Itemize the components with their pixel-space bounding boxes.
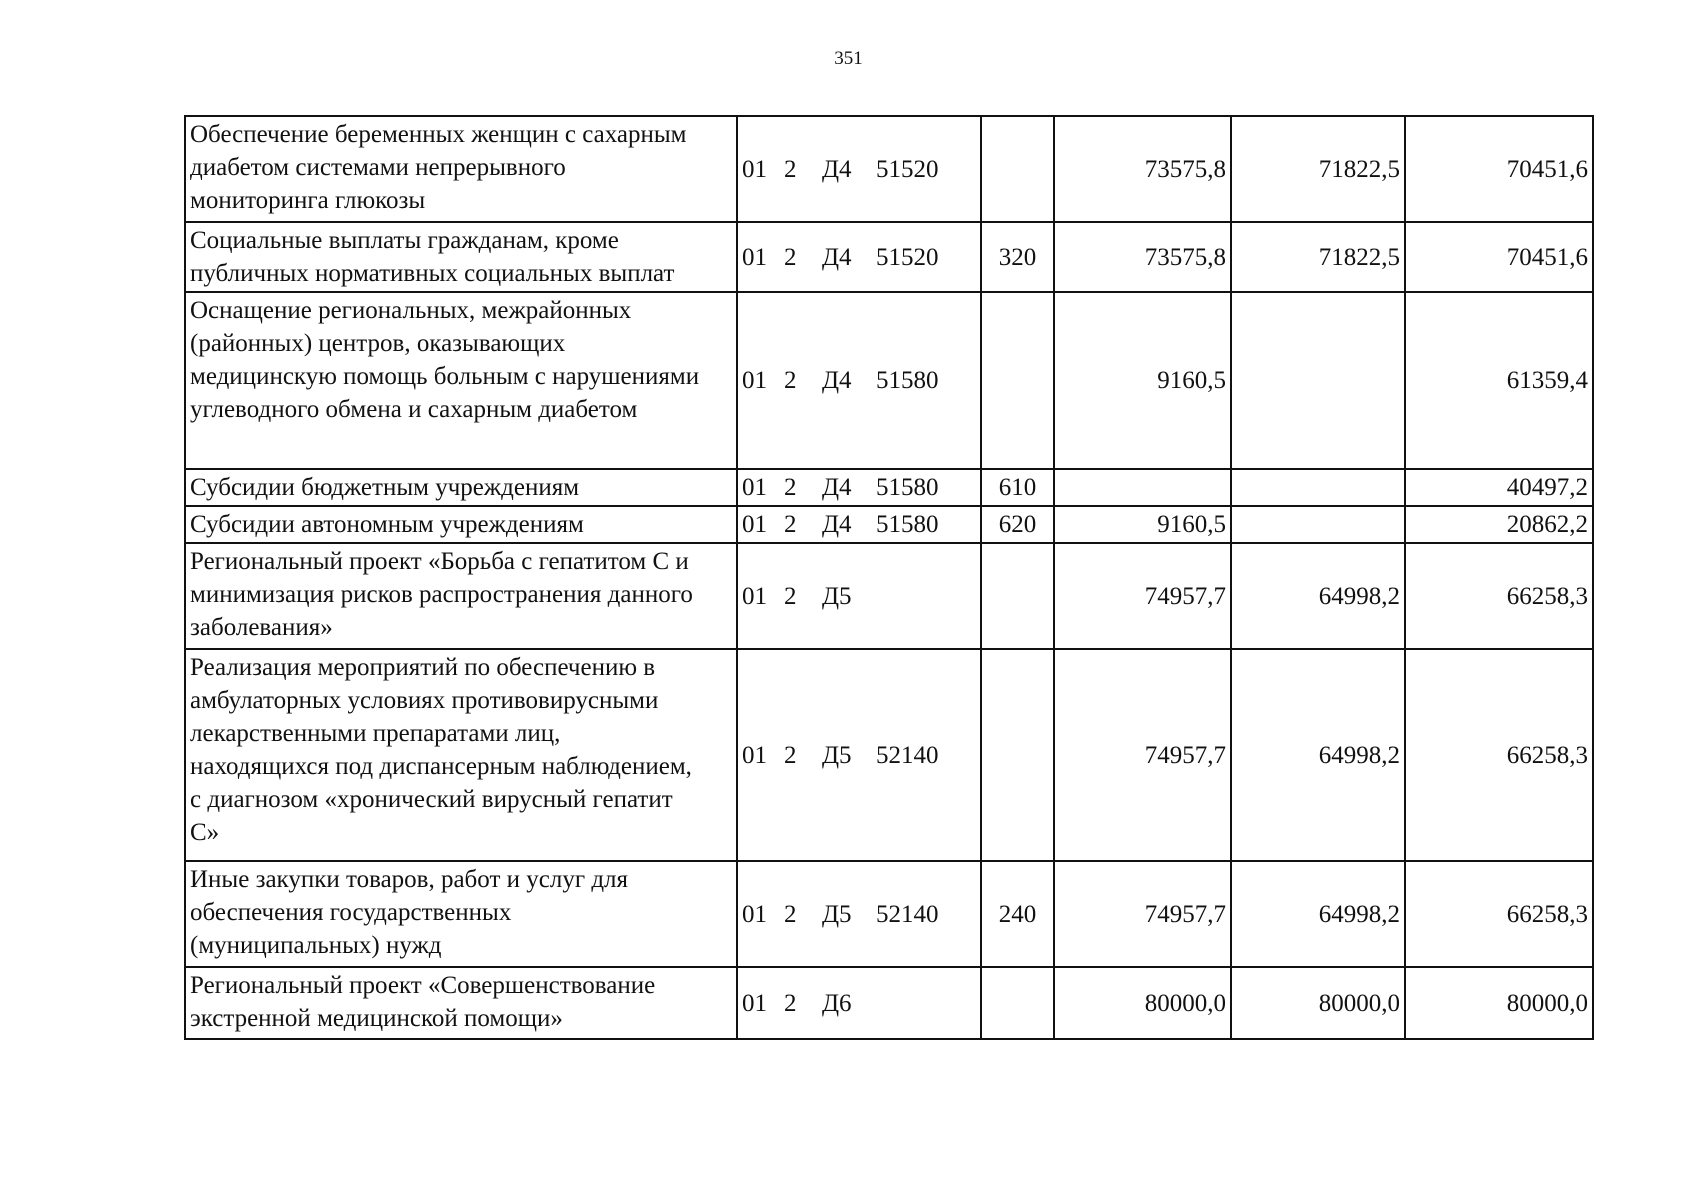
project-code: Д5 — [822, 582, 852, 610]
direction-code: 51580 — [876, 474, 939, 501]
table-row — [185, 469, 1593, 506]
table-row — [185, 543, 1593, 649]
code-cell — [737, 649, 981, 861]
project-code: Д4 — [822, 367, 852, 394]
subprogram-code: 2 — [784, 367, 797, 394]
amount-year2-cell: 64998,2 — [1231, 649, 1405, 861]
expense-type-cell — [981, 967, 1054, 1039]
code-cell — [737, 116, 981, 222]
amount-year1-cell: 74957,7 — [1054, 649, 1231, 861]
expense-type-cell: 610 — [981, 469, 1054, 506]
project-code: Д6 — [822, 989, 852, 1017]
subprogram-code: 2 — [784, 155, 797, 183]
amount-year2-cell — [1231, 292, 1405, 469]
project-code: Д4 — [822, 243, 852, 271]
subprogram-code: 2 — [784, 900, 797, 928]
code-cell — [737, 469, 981, 506]
table-row — [185, 506, 1593, 543]
amount-year3-cell: 70451,6 — [1405, 222, 1593, 292]
table-row — [185, 292, 1593, 469]
project-code: Д4 — [822, 474, 852, 501]
amount-year1-cell: 9160,5 — [1054, 292, 1231, 469]
program-code: 01 — [742, 582, 767, 610]
program-code: 01 — [742, 900, 767, 928]
program-code: 01 — [742, 474, 767, 501]
amount-year3-cell: 66258,3 — [1405, 649, 1593, 861]
table-row — [185, 861, 1593, 967]
row-name-cell: Иные закупки товаров, работ и услуг для обеспечения государственных (муниципальных) нужд — [185, 861, 737, 967]
amount-year1-cell: 80000,0 — [1054, 967, 1231, 1039]
code-cell — [737, 543, 981, 649]
amount-year3-cell: 66258,3 — [1405, 543, 1593, 649]
amount-year1-cell: 74957,7 — [1054, 543, 1231, 649]
subprogram-code: 2 — [784, 474, 797, 501]
amount-year2-cell — [1231, 469, 1405, 506]
program-code: 01 — [742, 511, 767, 538]
expense-type-cell: 620 — [981, 506, 1054, 543]
expense-type-cell: 320 — [981, 222, 1054, 292]
row-name-cell: Обеспечение беременных женщин с сахарным диабетом системами непрерывного мониторинга глюкозы — [185, 116, 737, 222]
subprogram-code: 2 — [784, 243, 797, 271]
amount-year3-cell: 40497,2 — [1405, 469, 1593, 506]
row-name-cell: Субсидии бюджетным учреждениям — [185, 469, 737, 506]
row-name-cell: Оснащение региональных, межрайонных (районных) центров, оказывающих медицинскую помощь больным с нарушениями углеводного обмена и сахарным диабетом — [185, 292, 737, 469]
direction-code: 51580 — [876, 367, 939, 394]
expense-type-cell: 240 — [981, 861, 1054, 967]
amount-year3-cell: 66258,3 — [1405, 861, 1593, 967]
amount-year2-cell: 71822,5 — [1231, 222, 1405, 292]
direction-code: 52140 — [876, 741, 939, 769]
program-code: 01 — [742, 741, 767, 769]
project-code: Д5 — [822, 741, 852, 769]
direction-code: 52140 — [876, 900, 939, 928]
row-name-cell: Региональный проект «Борьба с гепатитом С и минимизация рисков распространения данного заболевания» — [185, 543, 737, 649]
expense-type-cell — [981, 116, 1054, 222]
code-cell — [737, 967, 981, 1039]
code-cell — [737, 292, 981, 469]
subprogram-code: 2 — [784, 989, 797, 1017]
direction-code: 51520 — [876, 155, 939, 183]
row-name-cell: Социальные выплаты гражданам, кроме публичных нормативных социальных выплат — [185, 222, 737, 292]
amount-year1-cell: 74957,7 — [1054, 861, 1231, 967]
row-name-cell: Субсидии автономным учреждениям — [185, 506, 737, 543]
row-name-cell: Реализация мероприятий по обеспечению в амбулаторных условиях противовирусными лекарственными препаратами лиц, находящихся под диспансерным наблюдением, с диагнозом «хронический вирусный гепатит С» — [185, 649, 737, 861]
program-code: 01 — [742, 155, 767, 183]
amount-year2-cell: 64998,2 — [1231, 861, 1405, 967]
row-name-cell: Региональный проект «Совершенствование экстренной медицинской помощи» — [185, 967, 737, 1039]
direction-code: 51520 — [876, 243, 939, 271]
subprogram-code: 2 — [784, 511, 797, 538]
amount-year3-cell: 20862,2 — [1405, 506, 1593, 543]
amount-year2-cell: 80000,0 — [1231, 967, 1405, 1039]
table-row — [185, 116, 1593, 222]
budget-table — [184, 115, 1594, 1040]
code-cell — [737, 222, 981, 292]
subprogram-code: 2 — [784, 582, 797, 610]
amount-year1-cell — [1054, 469, 1231, 506]
amount-year3-cell: 70451,6 — [1405, 116, 1593, 222]
direction-code: 51580 — [876, 511, 939, 538]
code-cell — [737, 506, 981, 543]
amount-year3-cell: 61359,4 — [1405, 292, 1593, 469]
program-code: 01 — [742, 243, 767, 271]
project-code: Д5 — [822, 900, 852, 928]
project-code: Д4 — [822, 511, 852, 538]
amount-year2-cell: 64998,2 — [1231, 543, 1405, 649]
expense-type-cell — [981, 649, 1054, 861]
amount-year1-cell: 73575,8 — [1054, 116, 1231, 222]
table-row — [185, 222, 1593, 292]
amount-year1-cell: 73575,8 — [1054, 222, 1231, 292]
table-row — [185, 649, 1593, 861]
amount-year3-cell: 80000,0 — [1405, 967, 1593, 1039]
table-row — [185, 967, 1593, 1039]
expense-type-cell — [981, 292, 1054, 469]
program-code: 01 — [742, 367, 767, 394]
project-code: Д4 — [822, 155, 852, 183]
amount-year2-cell: 71822,5 — [1231, 116, 1405, 222]
program-code: 01 — [742, 989, 767, 1017]
subprogram-code: 2 — [784, 741, 797, 769]
amount-year2-cell — [1231, 506, 1405, 543]
page-number: 351 — [834, 48, 863, 69]
code-cell — [737, 861, 981, 967]
expense-type-cell — [981, 543, 1054, 649]
amount-year1-cell: 9160,5 — [1054, 506, 1231, 543]
